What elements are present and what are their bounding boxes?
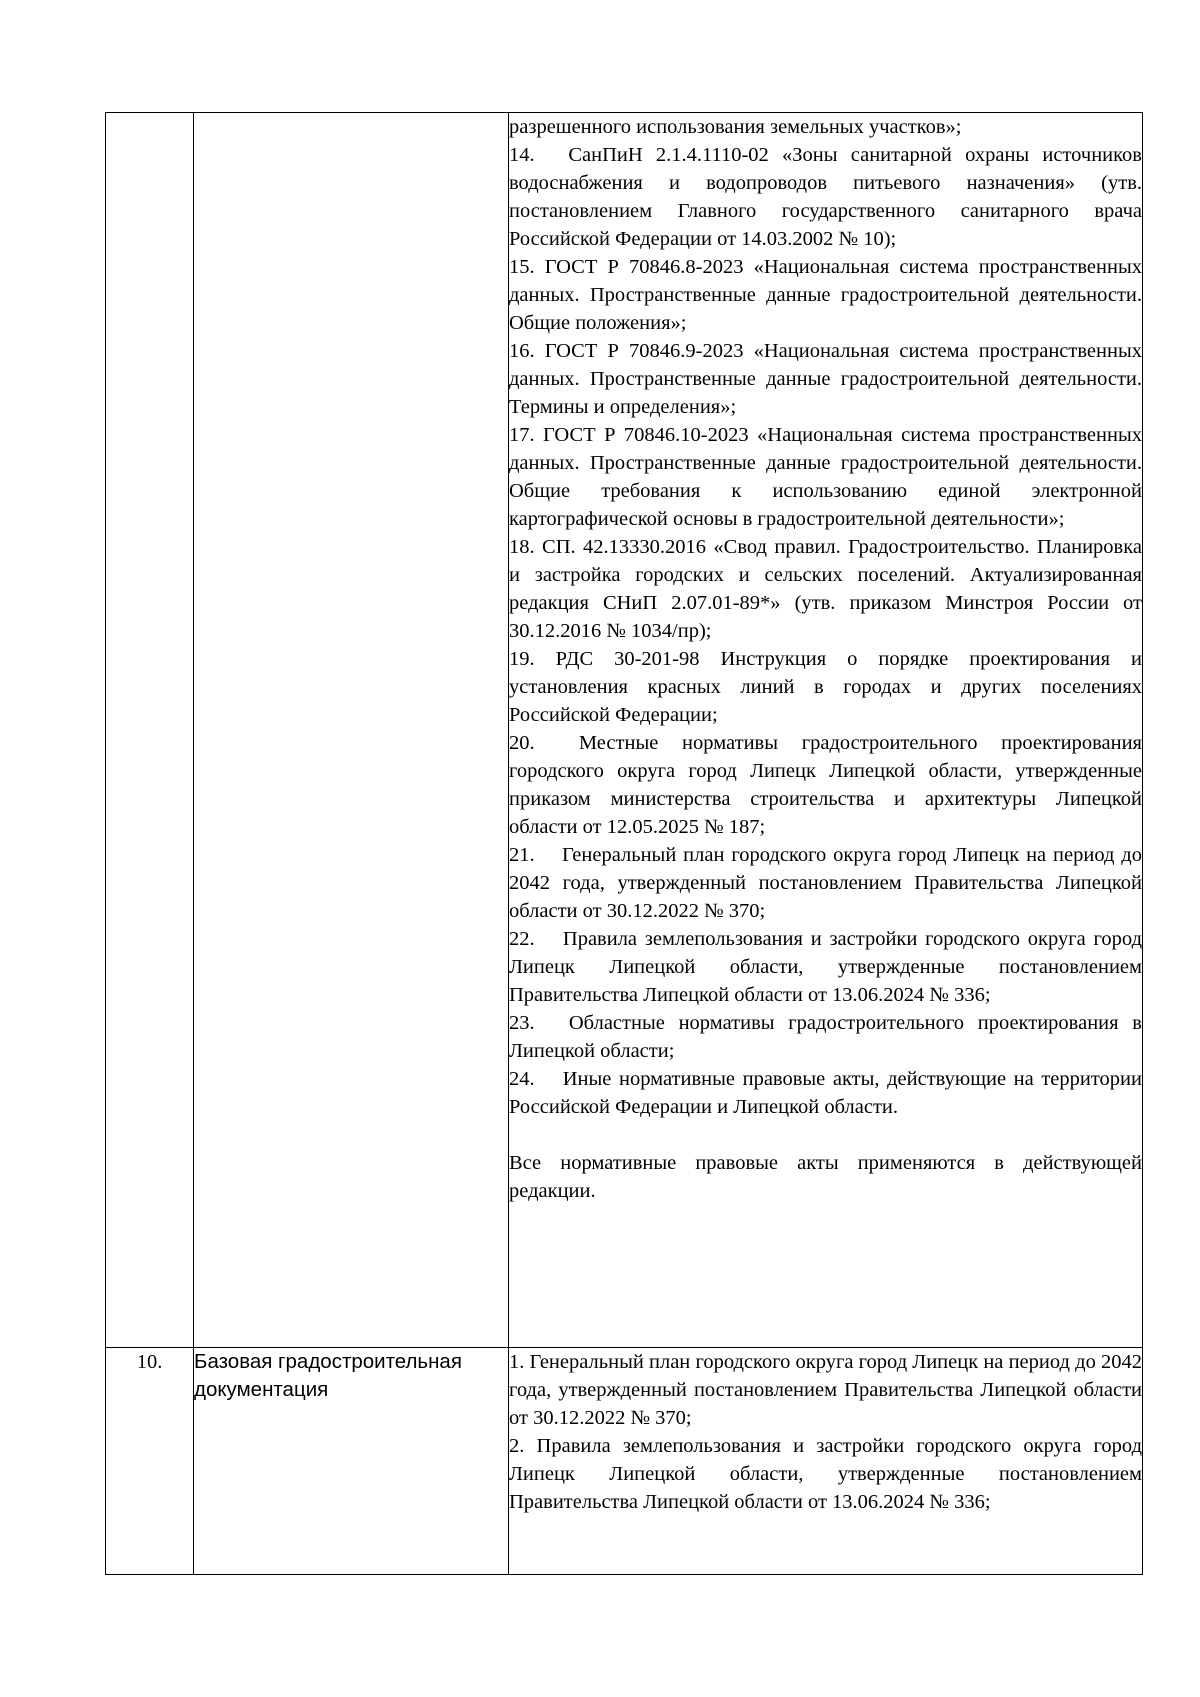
list-item: разрешенного использования земельных участков»;: [509, 116, 962, 138]
row-number-cell: [106, 113, 194, 1348]
list-item: 2. Правила землепользования и застройки городского округа город Липецк Липецкой области, утвержденные постановлением Правительства Липецкой области от 13.06.2024 № 336;: [509, 1435, 1142, 1513]
row-name-cell: Базовая градостроительная документация: [194, 1348, 509, 1575]
list-item: 18. СП. 42.13330.2016 «Свод правил. Градостроительство. Планировка и застройка городских и сельских поселений. Актуализированная редакция СНиП 2.07.01-89*» (утв. приказом Минстроя России от 30.12.2016 № 1034/пр);: [509, 536, 1142, 642]
list-item: 14. СанПиН 2.1.4.1110-02 «Зоны санитарной охраны источников водоснабжения и водопроводов питьевого назначения» (утв. постановлением Главного государственного санитарного врача Российской Федерации от 14.03.2002 № 10);: [509, 144, 1142, 250]
list-item: 21. Генеральный план городского округа город Липецк на период до 2042 года, утвержденный постановлением Правительства Липецкой области от 30.12.2022 № 370;: [509, 844, 1142, 922]
list-item: 20. Местные нормативы градостроительного проектирования городского округа город Липецк Липецкой области, утвержденные приказом министерства строительства и архитектуры Липецкой области от 12.05.2025 № 187;: [509, 732, 1142, 838]
list-item: 1. Генеральный план городского округа город Липецк на период до 2042 года, утвержденный постановлением Правительства Липецкой области от 30.12.2022 № 370;: [509, 1351, 1142, 1429]
footer-note: Все нормативные правовые акты применяются в действующей редакции.: [509, 1152, 1142, 1202]
table-row: [106, 113, 1143, 1348]
list-item: 22. Правила землепользования и застройки городского округа город Липецк Липецкой области, утвержденные постановлением Правительства Липецкой области от 13.06.2024 № 336;: [509, 928, 1142, 1006]
list-item: 16. ГОСТ Р 70846.9-2023 «Национальная система пространственных данных. Пространственные данные градостроительной деятельности. Термины и определения»;: [509, 340, 1142, 418]
list-item: 24. Иные нормативные правовые акты, действующие на территории Российской Федерации и Липецкой области.: [509, 1068, 1142, 1118]
row-name-cell: [194, 113, 509, 1348]
list-item: 23. Областные нормативы градостроительного проектирования в Липецкой области;: [509, 1012, 1142, 1062]
row-content-cell: [509, 1348, 1143, 1575]
table-row: [106, 1348, 1143, 1575]
paragraph-spacer: [509, 1121, 1142, 1149]
requirements-table: [105, 112, 1143, 1575]
list-item: 19. РДС 30-201-98 Инструкция о порядке проектирования и установления красных линий в городах и других поселениях Российской Федерации;: [509, 648, 1142, 726]
list-item: 17. ГОСТ Р 70846.10-2023 «Национальная система пространственных данных. Пространственные данные градостроительной деятельности. Общие требования к использованию единой электронной картографической основы в градостроительной деятельности»;: [509, 424, 1142, 530]
list-item: 15. ГОСТ Р 70846.8-2023 «Национальная система пространственных данных. Пространственные данные градостроительной деятельности. Общие положения»;: [509, 256, 1142, 334]
row-number-cell: 10.: [106, 1348, 194, 1575]
row-content-cell: [509, 113, 1143, 1348]
